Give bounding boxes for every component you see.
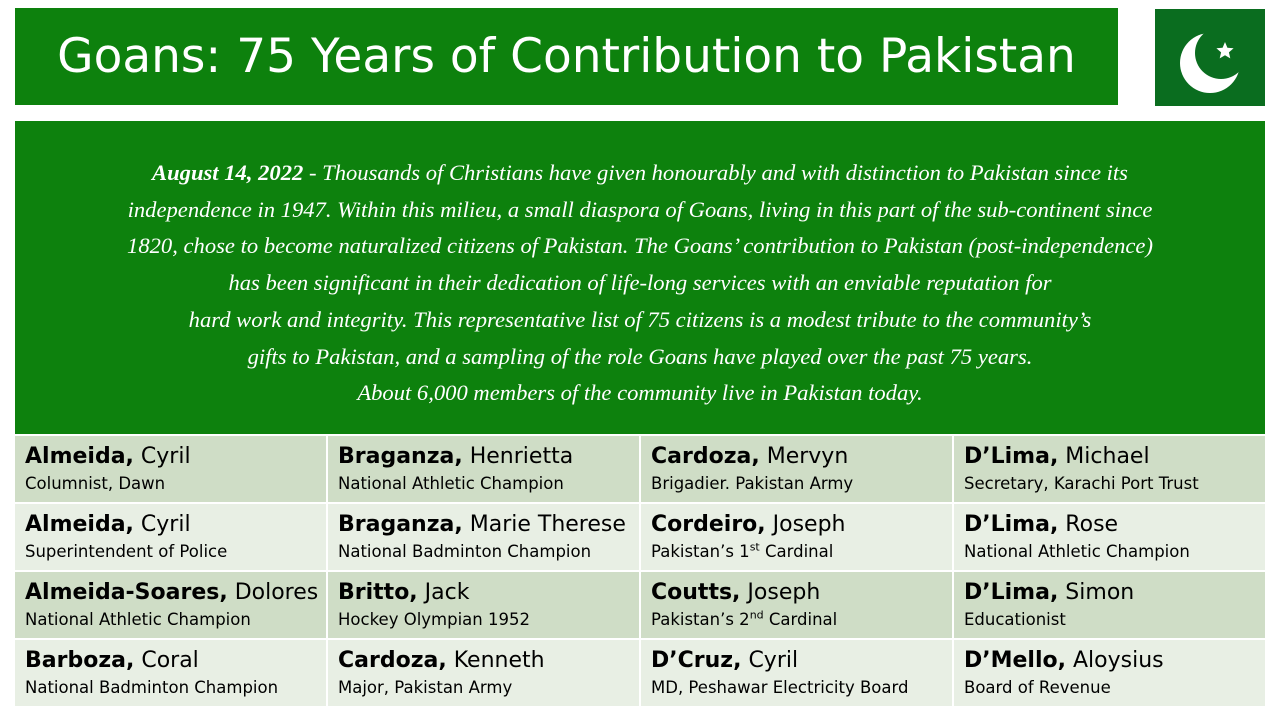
given-name: Mervyn [759,444,849,469]
person-cell [328,640,639,706]
surname: Cardoza, [338,648,447,673]
given-name: Simon [1058,580,1135,605]
person-role: National Athletic Champion [964,542,1190,561]
ordinal-suffix: nd [749,608,764,622]
person-role: Brigadier. Pakistan Army [651,474,854,493]
role-text: Pakistan’s 1 [651,542,750,561]
person-role: Educationist [964,610,1066,629]
intro-separator: - [303,160,323,185]
person-name [338,580,639,606]
person-name [25,512,326,538]
people-grid [15,436,1265,706]
person-cell [954,572,1265,638]
intro-line-2: independence in 1947. Within this milieu, a small diaspora of Goans, living in this part of the sub-continent since [127,196,1153,222]
surname: Braganza, [338,444,463,469]
person-name [25,580,326,606]
given-name: Michael [1058,444,1150,469]
person-cell [15,436,326,502]
surname: D’Lima, [964,580,1059,605]
intro-line-1 [15,155,1265,192]
surname: D’Cruz, [651,648,742,673]
person-name [338,512,639,538]
person-cell [954,436,1265,502]
person-cell [641,572,952,638]
person-role [651,608,952,632]
given-name: Dolores [227,580,319,605]
given-name: Aloysius [1066,648,1164,673]
given-name: Joseph [765,512,846,537]
surname: Almeida, [25,512,134,537]
intro-text: Thousands of Christians have given honourably and with distinction to Pakistan since its [322,160,1128,185]
person-name [651,648,952,674]
intro-line-6: gifts to Pakistan, and a sampling of the role Goans have played over the past 75 years. [247,343,1033,369]
surname: Barboza, [25,648,135,673]
person-name [964,580,1265,606]
person-name [964,648,1265,674]
person-cell [641,504,952,570]
person-role: Board of Revenue [964,678,1111,697]
given-name: Cyril [133,444,191,469]
person-role: Secretary, Karachi Port Trust [964,474,1199,493]
person-role: Major, Pakistan Army [338,678,513,697]
person-name [338,648,639,674]
surname: Almeida-Soares, [25,580,228,605]
title-banner [15,8,1118,105]
given-name: Joseph [740,580,821,605]
given-name: Rose [1058,512,1119,537]
intro-line-5: hard work and integrity. This representative list of 75 citizens is a modest tribute to the community’s [188,306,1092,332]
person-name [25,648,326,674]
role-text: Cardinal [759,542,834,561]
surname: D’Lima, [964,512,1059,537]
surname: Cordeiro, [651,512,766,537]
role-text: Cardinal [763,610,838,629]
person-role: MD, Peshawar Electricity Board [651,678,909,697]
person-role: National Badminton Champion [338,542,592,561]
surname: D’Mello, [964,648,1066,673]
given-name: Jack [417,580,470,605]
surname: Braganza, [338,512,463,537]
person-role: Columnist, Dawn [25,474,166,493]
role-text: Pakistan’s 2 [651,610,750,629]
person-cell [954,640,1265,706]
intro-line-7: About 6,000 members of the community live in Pakistan today. [357,380,923,406]
surname: D’Lima, [964,444,1059,469]
person-role: Superintendent of Police [25,542,228,561]
person-role [651,540,952,564]
person-cell [641,436,952,502]
person-role: National Athletic Champion [338,474,564,493]
intro-paragraph [15,121,1265,434]
person-name [651,444,952,470]
person-cell [641,640,952,706]
given-name: Coral [134,648,199,673]
person-name [964,444,1265,470]
intro-line-3: 1820, chose to become naturalized citizens of Pakistan. The Goans’ contribution to Pakistan (post-independence) [127,233,1153,259]
crescent-star-icon [1155,9,1265,106]
given-name: Cyril [741,648,799,673]
person-cell [15,640,326,706]
person-name [964,512,1265,538]
given-name: Kenneth [446,648,545,673]
page-title: Goans: 75 Years of Contribution to Pakistan [57,29,1076,84]
person-name [338,444,639,470]
given-name: Henrietta [462,444,574,469]
pakistan-flag [1155,9,1265,106]
surname: Britto, [338,580,418,605]
person-cell [954,504,1265,570]
person-cell [15,504,326,570]
given-name: Cyril [133,512,191,537]
person-role: Hockey Olympian 1952 [338,610,530,629]
intro-date: August 14, 2022 [152,160,304,185]
surname: Cardoza, [651,444,760,469]
intro-line-4: has been significant in their dedication of life-long services with an enviable reputation for [228,270,1052,296]
person-role: National Athletic Champion [25,610,251,629]
person-cell [328,436,639,502]
surname: Almeida, [25,444,134,469]
surname: Coutts, [651,580,741,605]
person-cell [328,572,639,638]
person-name [651,580,952,606]
person-cell [328,504,639,570]
person-name [25,444,326,470]
person-role: National Badminton Champion [25,678,279,697]
person-cell [15,572,326,638]
given-name: Marie Therese [462,512,626,537]
ordinal-suffix: st [749,540,760,554]
person-name [651,512,952,538]
